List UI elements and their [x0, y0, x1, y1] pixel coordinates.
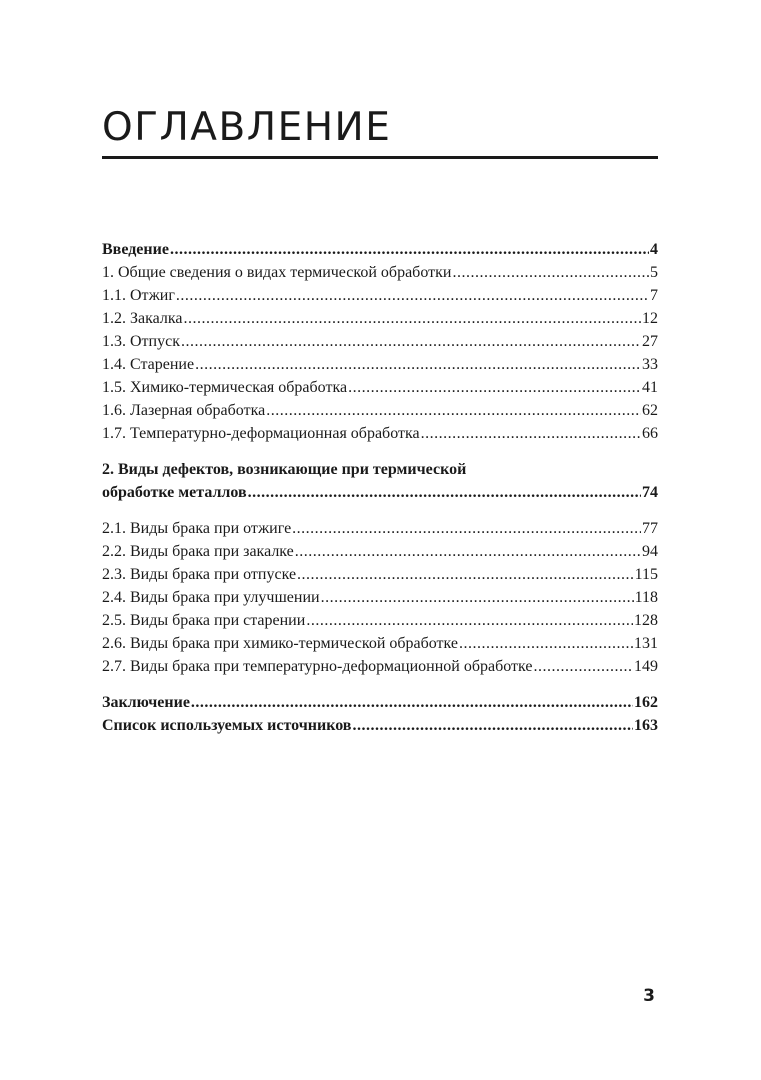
toc-entry-label: Заключение [102, 694, 190, 711]
toc-entry-label: 2.7. Виды брака при температурно-деформационной обработке [102, 658, 533, 675]
toc-entry-page: 94 [642, 543, 658, 560]
section-spacer [102, 678, 658, 691]
toc-entry-2-1[interactable] [102, 517, 658, 540]
toc-entry-2-6[interactable] [102, 632, 658, 655]
toc-entry-label: обработке металлов [102, 484, 247, 501]
toc-entry-chapter-1[interactable] [102, 261, 658, 284]
toc-entry-label: 1.1. Отжиг [102, 287, 175, 304]
toc-entry-chapter-2-line-1[interactable]: 2. Виды дефектов, возникающие при термической [102, 461, 467, 478]
toc-entry-label: 2.4. Виды брака при улучшении [102, 589, 320, 606]
title-divider [102, 156, 658, 159]
dot-leader [181, 330, 641, 353]
dot-leader [266, 399, 641, 422]
toc-entry-sources[interactable] [102, 714, 658, 737]
toc-entry-intro[interactable] [102, 238, 658, 261]
page-title: ОГЛАВЛЕНИЕ [102, 105, 392, 150]
toc-entry-1-6[interactable] [102, 399, 658, 422]
toc-entry-page: 5 [650, 264, 658, 281]
toc-entry-label: 1.7. Температурно-деформационная обработка [102, 425, 420, 442]
dot-leader [321, 586, 634, 609]
toc-entry-page: 12 [642, 310, 658, 327]
toc-entry-2-3[interactable] [102, 563, 658, 586]
toc-entry-1-1[interactable] [102, 284, 658, 307]
toc-entry-1-2[interactable] [102, 307, 658, 330]
dot-leader [292, 517, 641, 540]
toc-entry-1-4[interactable] [102, 353, 658, 376]
toc-entry-chapter-2[interactable] [102, 481, 658, 504]
toc-entry-label: 1.2. Закалка [102, 310, 183, 327]
dot-leader [306, 609, 633, 632]
dot-leader [248, 481, 641, 504]
dot-leader [452, 261, 649, 284]
toc-entry-page: 128 [634, 612, 658, 629]
dot-leader [459, 632, 633, 655]
toc-entry-1-5[interactable] [102, 376, 658, 399]
toc-entry-1-3[interactable] [102, 330, 658, 353]
dot-leader [176, 284, 649, 307]
toc-entry-label: 1.6. Лазерная обработка [102, 402, 266, 419]
dot-leader [195, 353, 641, 376]
toc-entry-page: 118 [634, 589, 658, 606]
toc-entry-page: 74 [642, 484, 658, 501]
toc-entry-page: 7 [650, 287, 658, 304]
toc-entry-label: 1.3. Отпуск [102, 333, 180, 350]
toc-entry-page: 33 [642, 356, 658, 373]
dot-leader [191, 691, 633, 714]
toc-entry-label: 2.1. Виды брака при отжиге [102, 520, 292, 537]
dot-leader [352, 714, 633, 737]
dot-leader [348, 376, 641, 399]
toc-entry-page: 77 [642, 520, 658, 537]
toc-entry-label: 2.5. Виды брака при старении [102, 612, 306, 629]
dot-leader [184, 307, 641, 330]
toc-entry-page: 41 [642, 379, 658, 396]
toc-entry-label: Список используемых источников [102, 717, 352, 734]
toc-entry-2-7[interactable] [102, 655, 658, 678]
toc-entry-2-5[interactable] [102, 609, 658, 632]
table-of-contents [102, 238, 658, 737]
toc-entry-page: 163 [634, 717, 658, 734]
toc-entry-label: 1.4. Старение [102, 356, 195, 373]
toc-entry-page: 62 [642, 402, 658, 419]
toc-entry-label: 1. Общие сведения о видах термической обработки [102, 264, 452, 281]
toc-entry-label: 1.5. Химико-термическая обработка [102, 379, 348, 396]
page-number: 3 [643, 986, 655, 1006]
dot-leader [170, 238, 649, 261]
toc-entry-label: 2.6. Виды брака при химико-термической обработке [102, 635, 459, 652]
toc-entry-conclusion[interactable] [102, 691, 658, 714]
toc-entry-page: 162 [634, 694, 658, 711]
dot-leader [295, 540, 641, 563]
toc-entry-page: 27 [642, 333, 658, 350]
toc-entry-page: 149 [634, 658, 658, 675]
toc-entry-label: 2.3. Виды брака при отпуске [102, 566, 297, 583]
toc-entry-2-4[interactable] [102, 586, 658, 609]
section-spacer [102, 504, 658, 517]
toc-entry-1-7[interactable] [102, 422, 658, 445]
toc-entry-page: 115 [634, 566, 658, 583]
dot-leader [534, 655, 634, 678]
toc-entry-2-2[interactable] [102, 540, 658, 563]
dot-leader [297, 563, 634, 586]
toc-entry-page: 66 [642, 425, 658, 442]
dot-leader [421, 422, 641, 445]
section-spacer [102, 445, 658, 458]
toc-entry-page: 131 [634, 635, 658, 652]
toc-entry-label: Введение [102, 241, 169, 258]
toc-entry-label: 2.2. Виды брака при закалке [102, 543, 294, 560]
toc-entry-page: 4 [650, 241, 658, 258]
